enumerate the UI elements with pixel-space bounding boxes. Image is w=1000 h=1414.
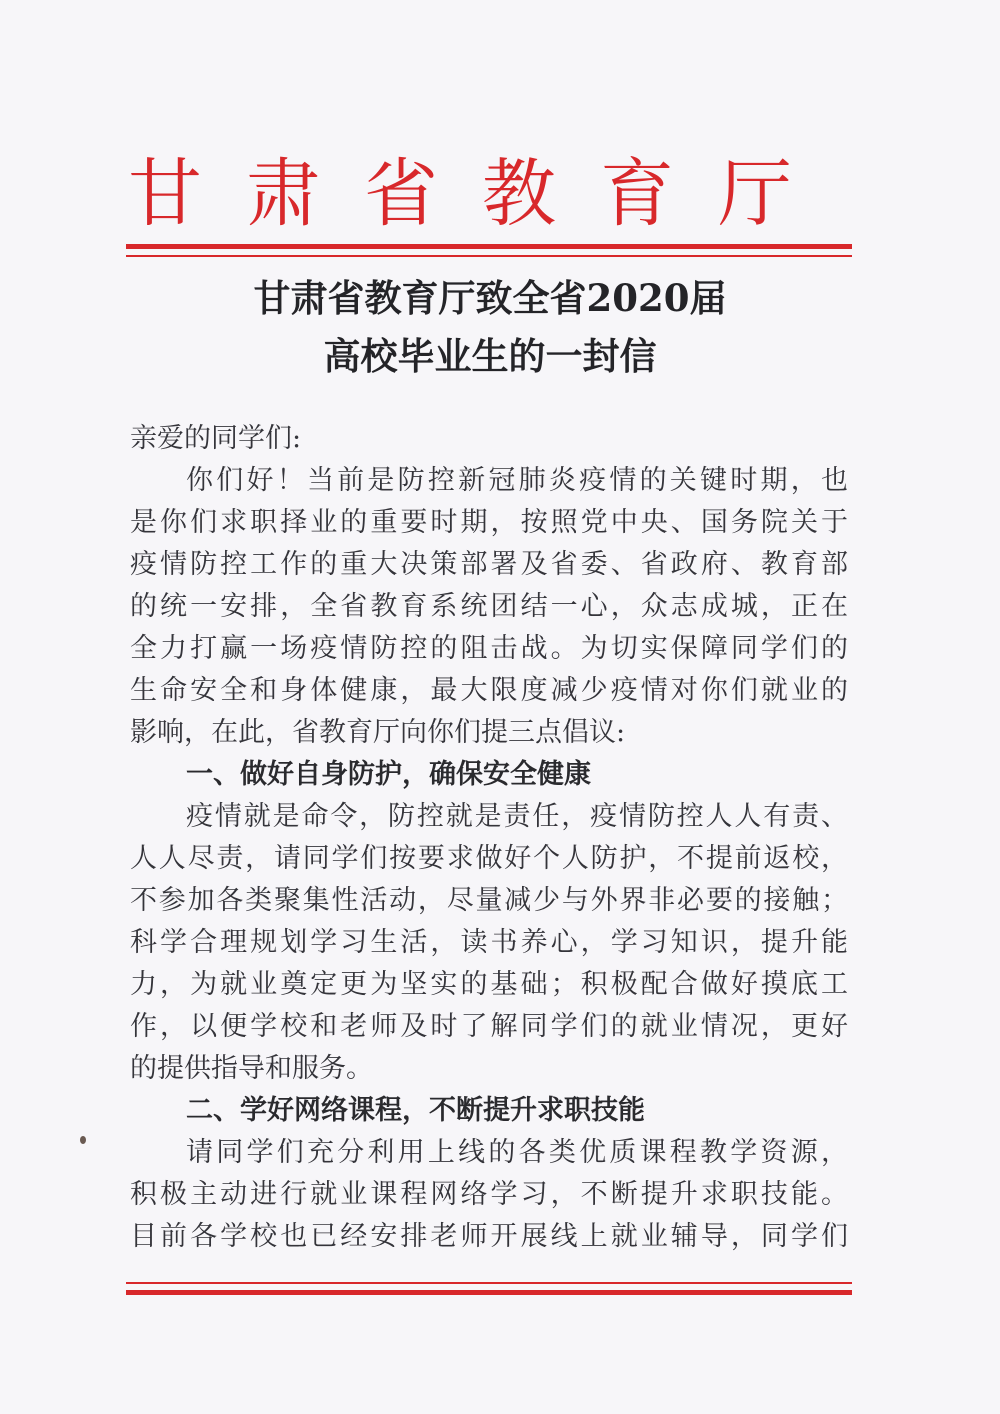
- document-title-line-1: 甘肃省教育厅致全省2020届: [253, 276, 727, 320]
- paragraph-line: 你们好！当前是防控新冠肺炎疫情的关键时期，也: [186, 465, 848, 496]
- paragraph-line: 请同学们充分利用上线的各类优质课程教学资源，: [186, 1137, 848, 1168]
- paragraph-line: 力，为就业奠定更为坚实的基础；积极配合做好摸底工: [130, 969, 848, 1000]
- footer-rule-thick: [126, 1290, 852, 1295]
- paragraph-line: 是你们求职择业的重要时期，按照党中央、国务院关于: [130, 507, 848, 538]
- paragraph-line: 疫情就是命令，防控就是责任，疫情防控人人有责、: [186, 801, 848, 832]
- section-heading-1: 一、做好自身防护，确保安全健康: [186, 759, 591, 790]
- paragraph-line: 生命安全和身体健康，最大限度减少疫情对你们就业的: [130, 675, 848, 706]
- paragraph-line: 积极主动进行就业课程网络学习，不断提升求职技能。: [130, 1179, 848, 1210]
- paragraph-line: 不参加各类聚集性活动，尽量减少与外界非必要的接触；: [130, 885, 848, 916]
- paragraph-line: 全力打赢一场疫情防控的阻击战。为切实保障同学们的: [130, 633, 848, 664]
- header-rule-thick: [126, 244, 852, 249]
- paragraph-line: 疫情防控工作的重大决策部署及省委、省政府、教育部: [130, 549, 848, 580]
- paragraph-line: 科学合理规划学习生活，读书养心，学习知识，提升能: [130, 927, 848, 958]
- paragraph-line: 影响，在此，省教育厅向你们提三点倡议:: [130, 717, 626, 748]
- paragraph-line: 作，以便学校和老师及时了解同学们的就业情况，更好: [130, 1011, 848, 1042]
- section-heading-2: 二、学好网络课程，不断提升求职技能: [186, 1095, 645, 1126]
- paper-speck: [80, 1136, 86, 1144]
- paragraph-line: 人人尽责，请同学们按要求做好个人防护，不提前返校，: [130, 843, 848, 874]
- paragraph-line: 目前各学校也已经安排老师开展线上就业辅导，同学们: [130, 1221, 848, 1252]
- document-title-line-2: 高校毕业生的一封信: [323, 334, 657, 378]
- paragraph-line: 的统一安排，全省教育系统团结一心，众志成城，正在: [130, 591, 848, 622]
- footer-rule-thin: [126, 1282, 852, 1284]
- paragraph-line: 的提供指导和服务。: [130, 1053, 373, 1084]
- header-rule-thin: [126, 255, 852, 257]
- salutation: 亲爱的同学们:: [130, 423, 302, 454]
- letterhead: 甘肃省教育厅: [128, 151, 836, 237]
